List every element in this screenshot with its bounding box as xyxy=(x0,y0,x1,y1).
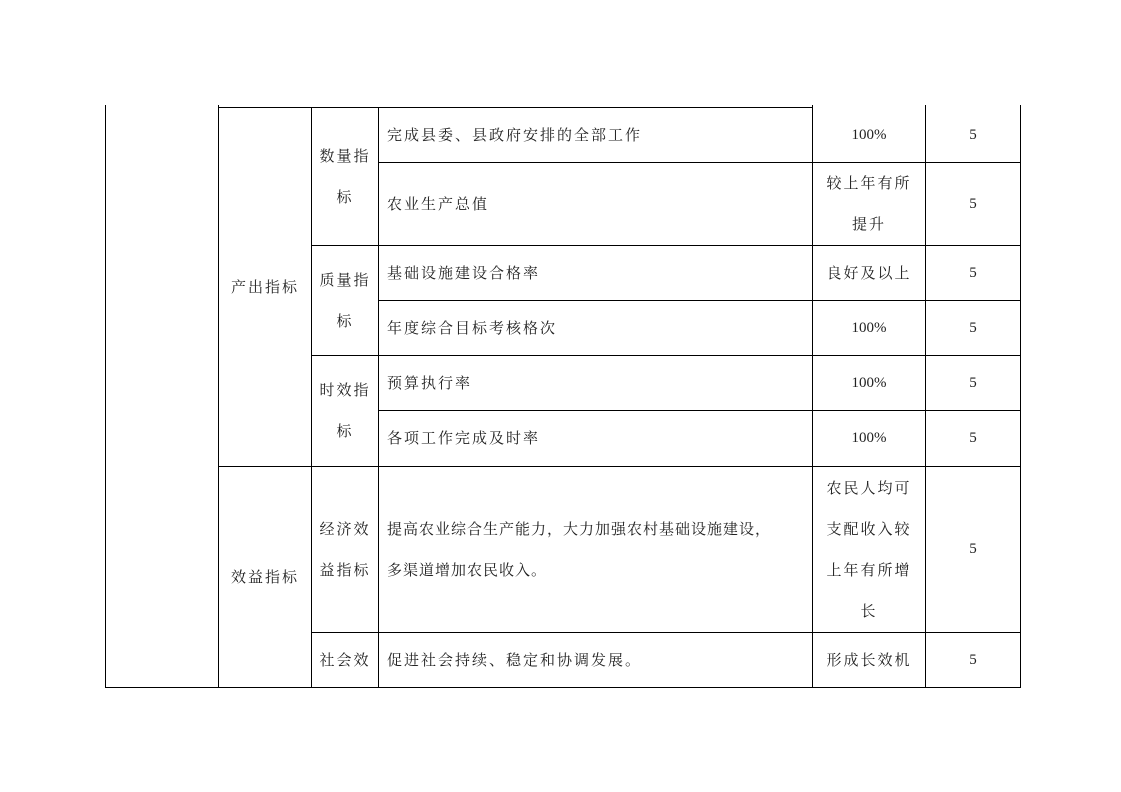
indicator-text-line2: 多渠道增加农民收入。 xyxy=(387,560,548,579)
score-value: 5 xyxy=(969,264,977,281)
score-cell xyxy=(926,246,1020,300)
indicator-cell xyxy=(379,246,812,300)
target-value: 100% xyxy=(851,126,887,143)
target-cell xyxy=(813,467,925,632)
level2-economic-cell xyxy=(312,467,378,632)
indicator-cell xyxy=(379,301,812,355)
score-value: 5 xyxy=(969,374,977,391)
target-value: 100% xyxy=(851,374,887,391)
indicator-text: 完成县委、县政府安排的全部工作 xyxy=(387,125,643,144)
target-cell xyxy=(813,246,925,300)
level2-quality-cell xyxy=(312,246,378,355)
indicator-cell xyxy=(379,633,812,687)
indicator-cell xyxy=(379,411,812,466)
score-value: 5 xyxy=(969,319,977,336)
indicator-text: 预算执行率 xyxy=(387,373,473,392)
indicator-text: 促进社会持续、稳定和协调发展。 xyxy=(387,650,643,669)
table-border-right xyxy=(1020,105,1021,688)
target-cell xyxy=(813,633,925,687)
target-cell xyxy=(813,411,925,466)
target-value: 良好及以上 xyxy=(826,263,912,282)
indicator-cell xyxy=(379,108,812,162)
score-value: 5 xyxy=(969,126,977,143)
score-value: 5 xyxy=(969,651,977,668)
target-value-line1: 农民人均可 xyxy=(826,478,912,497)
indicator-text-line1: 提高农业综合生产能力，大力加强农村基础设施建设， xyxy=(387,519,772,538)
indicator-cell xyxy=(379,356,812,410)
level2-quantity-line1: 数量指 xyxy=(319,146,371,165)
target-cell xyxy=(813,163,925,245)
target-value: 100% xyxy=(851,319,887,336)
table-border-bottom xyxy=(105,687,1021,688)
target-value-line3: 上年有所增 xyxy=(826,560,912,579)
level2-social-label: 社会效 xyxy=(319,650,371,669)
score-cell xyxy=(926,301,1020,355)
indicator-text: 农业生产总值 xyxy=(387,194,490,213)
level2-quality-line2: 标 xyxy=(336,311,354,330)
score-cell xyxy=(926,411,1020,466)
target-cell xyxy=(813,301,925,355)
level1-benefit-label: 效益指标 xyxy=(230,567,299,586)
score-value: 5 xyxy=(969,430,977,446)
target-value-line4: 长 xyxy=(860,601,878,620)
target-value-line2: 支配收入较 xyxy=(826,519,912,538)
level2-economic-line1: 经济效 xyxy=(319,519,371,538)
indicator-cell xyxy=(379,467,812,632)
level1-output-cell xyxy=(219,108,311,466)
indicator-text: 年度综合目标考核格次 xyxy=(387,318,558,337)
score-cell xyxy=(926,356,1020,410)
level2-social-cell xyxy=(312,633,378,687)
level1-output-label: 产出指标 xyxy=(230,277,299,296)
target-value-line1: 较上年有所 xyxy=(826,174,912,192)
level2-quantity-cell xyxy=(312,108,378,245)
score-cell xyxy=(926,467,1020,632)
indicator-text: 各项工作完成及时率 xyxy=(387,429,541,447)
target-value-line2: 提升 xyxy=(851,215,886,233)
target-value: 100% xyxy=(851,430,887,446)
level2-timeliness-line1: 时效指 xyxy=(319,381,371,399)
level2-quality-line1: 质量指 xyxy=(319,270,371,289)
indicator-text: 基础设施建设合格率 xyxy=(387,263,541,282)
target-cell xyxy=(813,356,925,410)
target-cell xyxy=(813,108,925,162)
table-border-left xyxy=(105,105,106,688)
target-value: 形成长效机 xyxy=(826,650,912,669)
level1-benefit-cell xyxy=(219,467,311,687)
score-value: 5 xyxy=(969,541,977,557)
score-value: 5 xyxy=(969,195,977,212)
level2-timeliness-line2: 标 xyxy=(336,422,354,440)
level2-timeliness-cell xyxy=(312,356,378,466)
indicator-cell xyxy=(379,163,812,245)
score-cell xyxy=(926,633,1020,687)
score-cell xyxy=(926,108,1020,162)
level2-quantity-line2: 标 xyxy=(336,187,354,206)
score-cell xyxy=(926,163,1020,245)
level2-economic-line2: 益指标 xyxy=(319,560,371,579)
